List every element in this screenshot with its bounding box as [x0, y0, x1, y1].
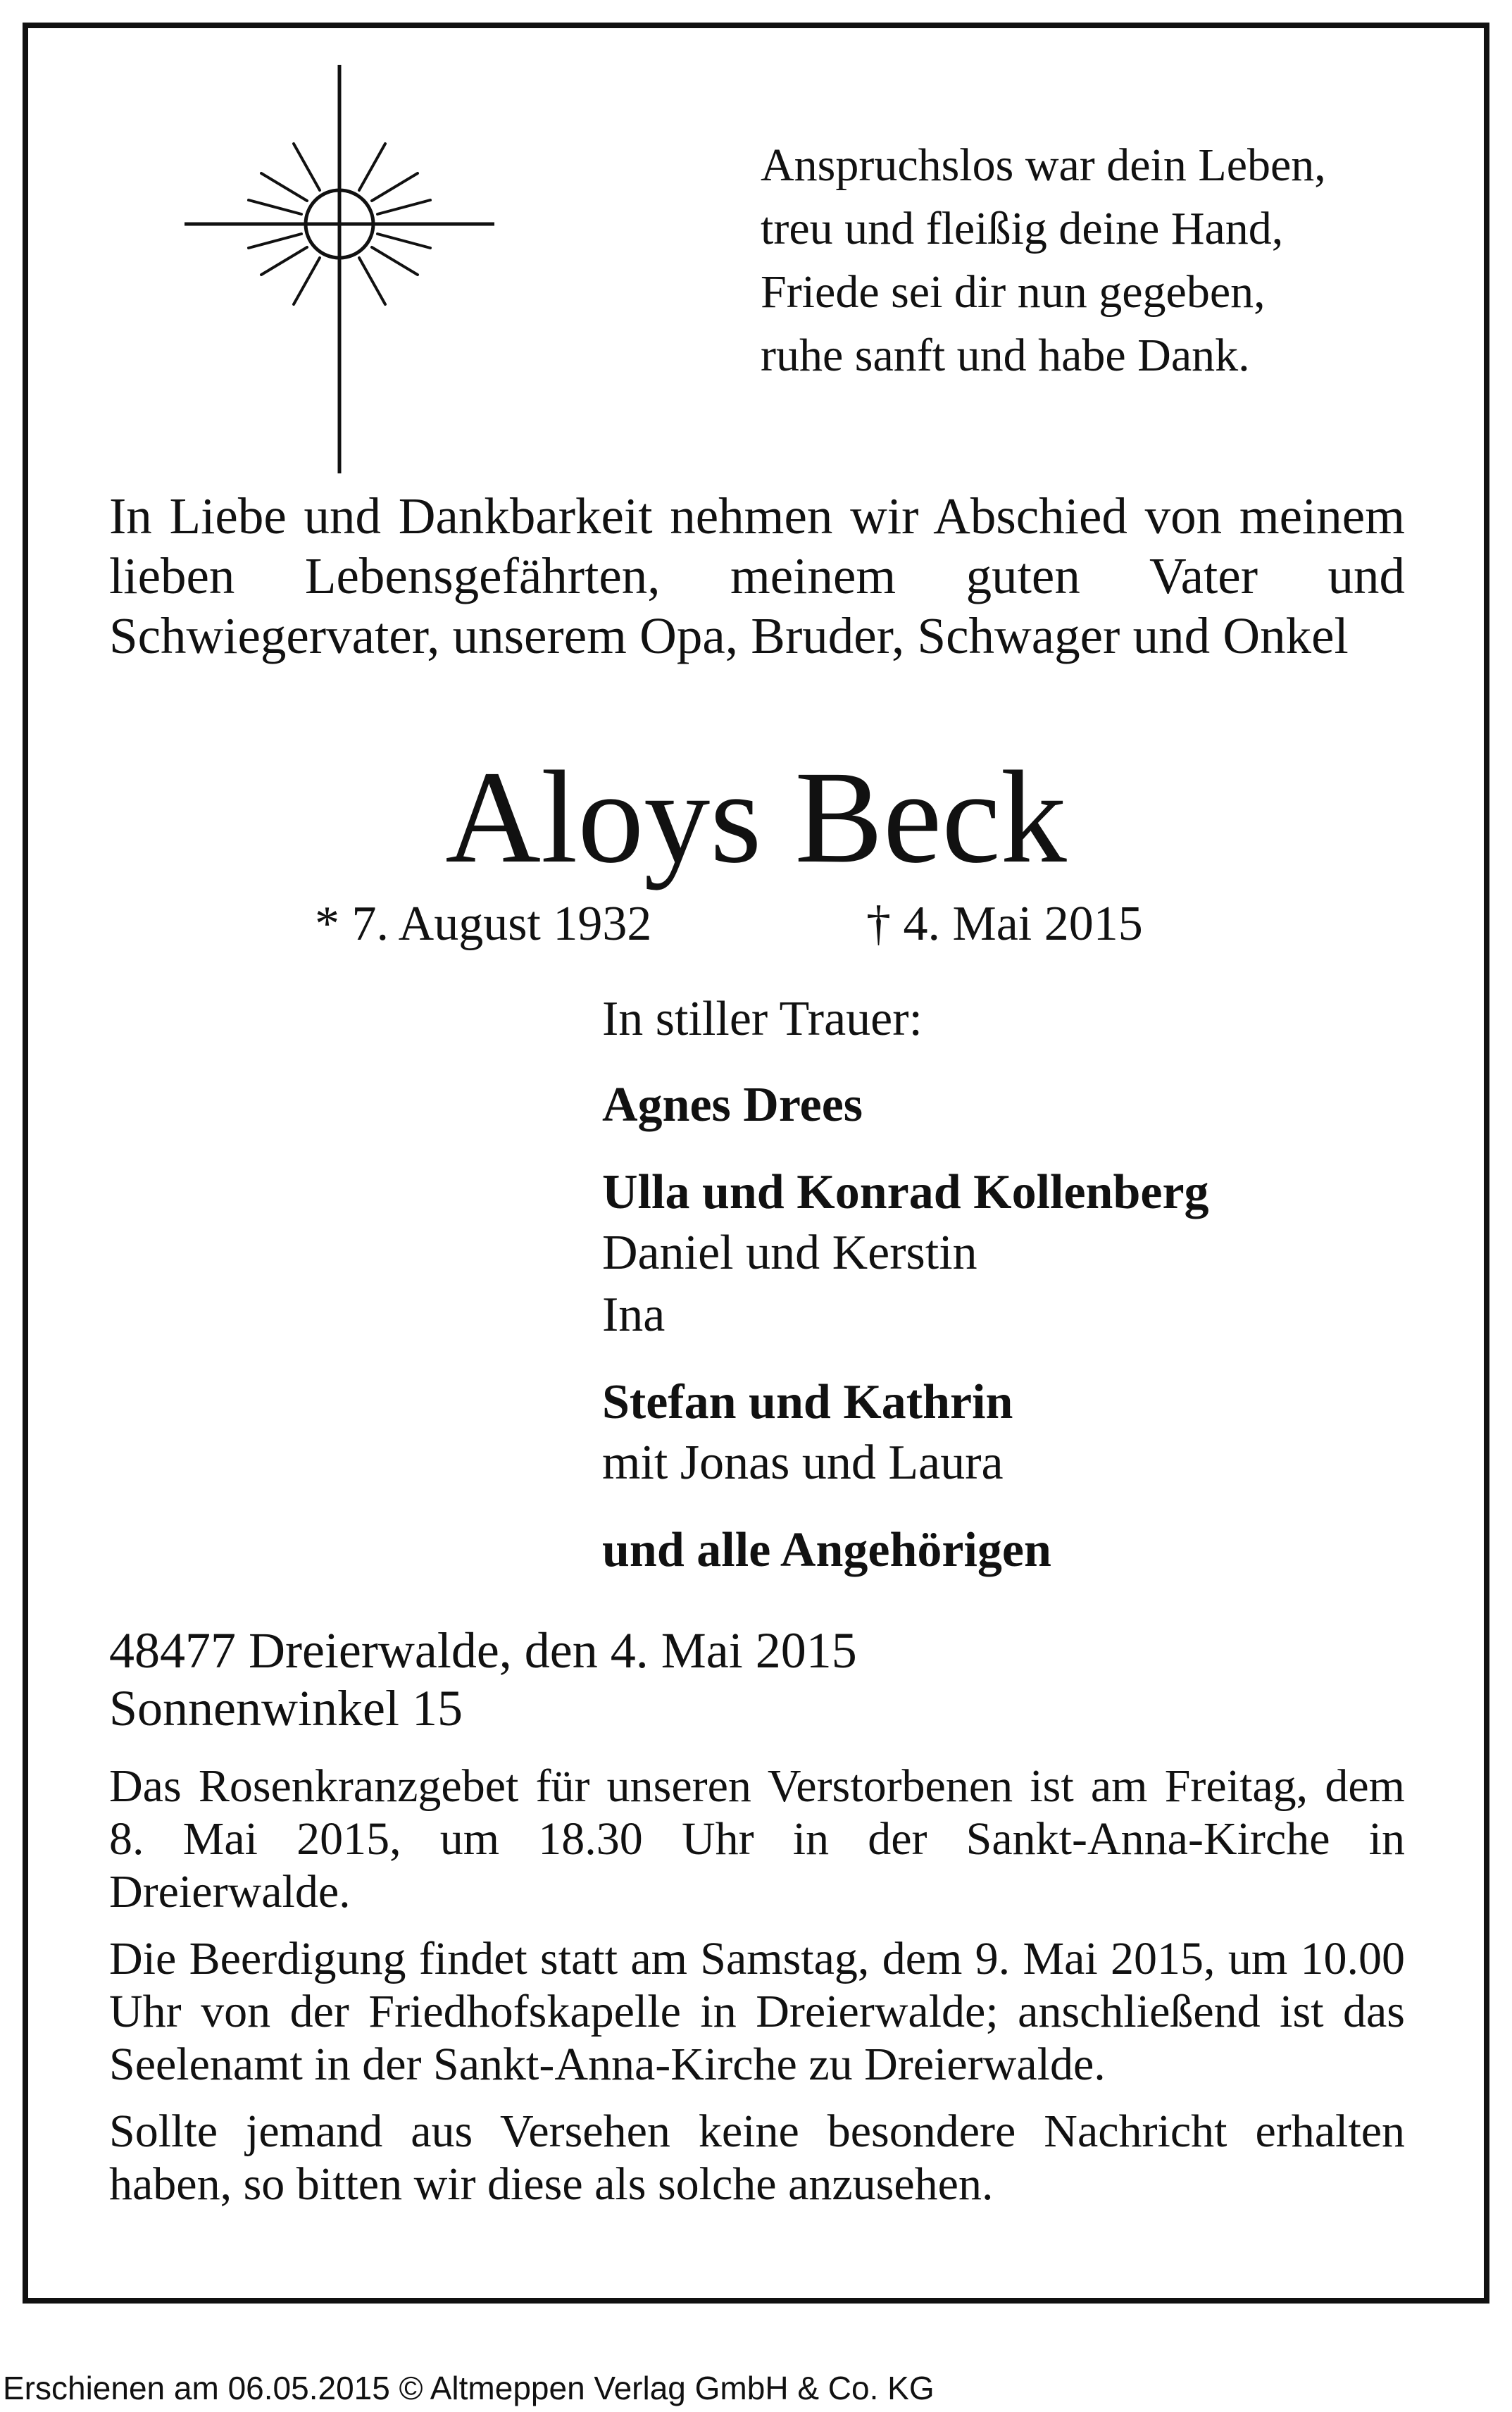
notice-closing: Sollte jemand aus Versehen keine besondere Nachricht erhalten haben, so bitten wir diese als solche anzusehen.: [109, 2106, 1405, 2210]
poem-line-3: Friede sei dir nun gegeben,: [761, 266, 1266, 318]
poem: [761, 134, 1326, 387]
death-date: † 4. Mai 2015: [866, 897, 1143, 951]
address: Sonnenwinkel 15: [109, 1680, 463, 1736]
poem-line-1: Anspruchslos war dein Leben,: [761, 139, 1326, 191]
mourners-list: [602, 990, 1209, 1580]
mourners-closing: und alle Angehörigen: [602, 1523, 1051, 1577]
intro-text: In Liebe und Dankbarkeit nehmen wir Abschied von meinem lieben Lebensgefährten, meinem guten Vater und Schwiegervater, unserem Opa, Bruder, Schwager und Onkel: [109, 487, 1405, 664]
mourner-group-1: Agnes Drees: [602, 1078, 863, 1132]
publication-footer: Erschienen am 06.05.2015 © Altmeppen Verlag GmbH & Co. KG: [3, 2370, 935, 2406]
place-date: 48477 Dreierwalde, den 4. Mai 2015: [109, 1622, 857, 1679]
mourner-group-2: Ulla und Konrad Kollenberg: [602, 1165, 1209, 1219]
mourner-group-3: Stefan und Kathrin: [602, 1375, 1013, 1429]
mourner-group-3-sub: mit Jonas und Laura: [602, 1436, 1004, 1490]
mourner-group-2-sub-2: Ina: [602, 1288, 666, 1342]
mourners-heading: In stiller Trauer:: [602, 992, 923, 1046]
mourner-group-2-sub-1: Daniel und Kerstin: [602, 1226, 977, 1280]
poem-line-4: ruhe sanft und habe Dank.: [761, 330, 1250, 381]
notice-rosary: Das Rosenkranzgebet für unseren Verstorbenen ist am Freitag, dem 8. Mai 2015, um 18.30 Uhr in der Sankt-Anna-Kirche in Dreierwalde.: [109, 1760, 1405, 1917]
service-notices: [109, 1760, 1405, 2225]
sun-cross-icon: [185, 65, 494, 473]
birth-date: * 7. August 1932: [315, 897, 652, 951]
deceased-name: Aloys Beck: [445, 743, 1067, 890]
poem-line-2: treu und fleißig deine Hand,: [761, 203, 1284, 254]
notice-funeral: Die Beerdigung findet statt am Samstag, dem 9. Mai 2015, um 10.00 Uhr von der Friedhofskapelle in Dreierwalde; anschließend ist das Seelenamt in der Sankt-Anna-Kirche zu Dreierwalde.: [109, 1933, 1405, 2090]
place-and-address: [109, 1622, 857, 1737]
